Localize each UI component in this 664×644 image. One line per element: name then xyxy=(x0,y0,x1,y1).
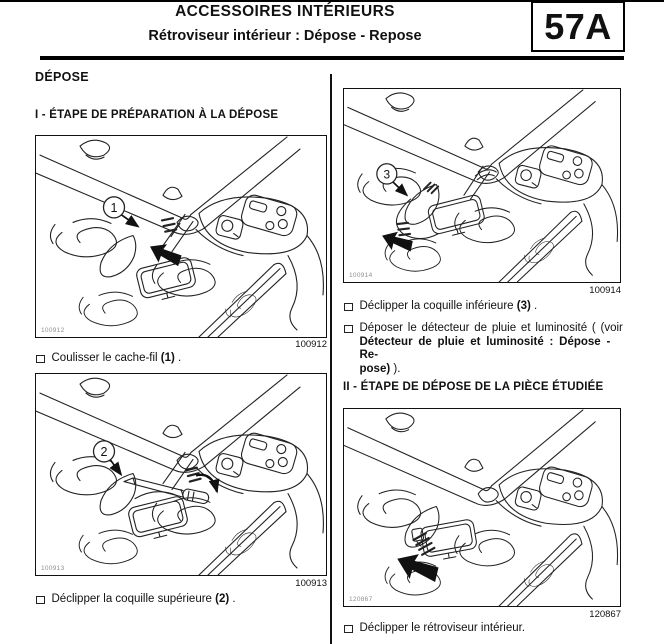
figure-id-label: 100912 xyxy=(295,339,327,350)
cabin-interior-drawing xyxy=(344,90,618,282)
callout-leader-arrow-icon xyxy=(110,459,121,474)
instruction-bullet xyxy=(343,322,633,376)
callout-leader-arrow-icon xyxy=(393,182,407,196)
checkbox-bullet-icon xyxy=(36,596,45,605)
svg-text:2: 2 xyxy=(100,444,108,459)
figure-id-label: 120867 xyxy=(589,609,621,620)
svg-text:3: 3 xyxy=(383,167,391,182)
section-heading: DÉPOSE xyxy=(35,70,89,84)
checkbox-bullet-icon xyxy=(36,355,45,364)
svg-text:1: 1 xyxy=(110,200,118,215)
step1-heading: I - ÉTAPE DE PRÉPARATION À LA DÉPOSE xyxy=(35,109,279,121)
figure-100912 xyxy=(35,135,327,338)
figure-120867 xyxy=(343,408,621,607)
instruction-text: Déposer le détecteur de pluie et luminosité ( (voir Détecteur de pluie et luminosité : Dépose - Re- pose) ). xyxy=(359,322,623,375)
page-subtitle: Rétroviseur intérieur : Dépose - Repose xyxy=(148,28,422,44)
checkbox-bullet-icon xyxy=(344,625,353,634)
callout-3-badge xyxy=(377,164,397,184)
cabin-interior-drawing xyxy=(36,375,323,575)
step2-heading: II - ÉTAPE DE DÉPOSE DE LA PIÈCE ÉTUDIÉE xyxy=(343,381,604,393)
lower-shell-drawing xyxy=(396,199,438,239)
instruction-bullet xyxy=(35,593,331,607)
checkbox-bullet-icon xyxy=(344,325,353,334)
header-rule xyxy=(40,56,624,60)
figure-id-watermark: 100914 xyxy=(349,272,373,279)
callout-1-badge xyxy=(104,197,125,218)
checkbox-bullet-icon xyxy=(344,303,353,312)
callout-leader-arrow-icon xyxy=(122,215,139,227)
figure-id-watermark: 120867 xyxy=(349,596,373,603)
screwdriver-icon xyxy=(124,478,210,504)
cabin-interior-drawing xyxy=(36,137,323,337)
instruction-text: Déclipper la coquille inférieure (3) . xyxy=(359,300,538,312)
removal-direction-arrow-icon xyxy=(379,227,416,257)
instruction-text: Coulisser le cache-fil (1) . xyxy=(51,352,182,364)
callout-2-badge xyxy=(94,441,115,462)
figure-100913 xyxy=(35,373,327,576)
instruction-text: Déclipper le rétroviseur intérieur. xyxy=(359,622,526,634)
page-title: ACCESSOIRES INTÉRIEURS xyxy=(175,3,395,20)
page-header xyxy=(40,3,530,44)
clip-hatch-marks-icon xyxy=(159,216,178,235)
section-code-badge: 57A xyxy=(531,1,625,52)
instruction-text: Déclipper la coquille supérieure (2) . xyxy=(51,593,236,605)
figure-id-label: 100914 xyxy=(589,285,621,296)
illustration-slide-wire-cover xyxy=(36,136,326,337)
mirror-drawing xyxy=(135,256,198,304)
instruction-bullet xyxy=(343,300,633,314)
instruction-bullet xyxy=(35,352,331,366)
illustration-unclip-upper-shell xyxy=(36,374,326,575)
illustration-unclip-mirror xyxy=(344,409,620,606)
removal-direction-arrow-icon xyxy=(392,547,442,590)
figure-100914 xyxy=(343,88,621,283)
cabin-interior-drawing xyxy=(344,410,618,606)
figure-id-watermark: 100912 xyxy=(41,327,65,334)
illustration-unclip-lower-shell xyxy=(344,89,620,282)
mirror-stem-drawing xyxy=(464,166,490,199)
mirror-drawing xyxy=(127,495,190,543)
figure-id-watermark: 100913 xyxy=(41,565,65,572)
figure-id-label: 100913 xyxy=(295,578,327,589)
instruction-bullet xyxy=(343,622,633,636)
